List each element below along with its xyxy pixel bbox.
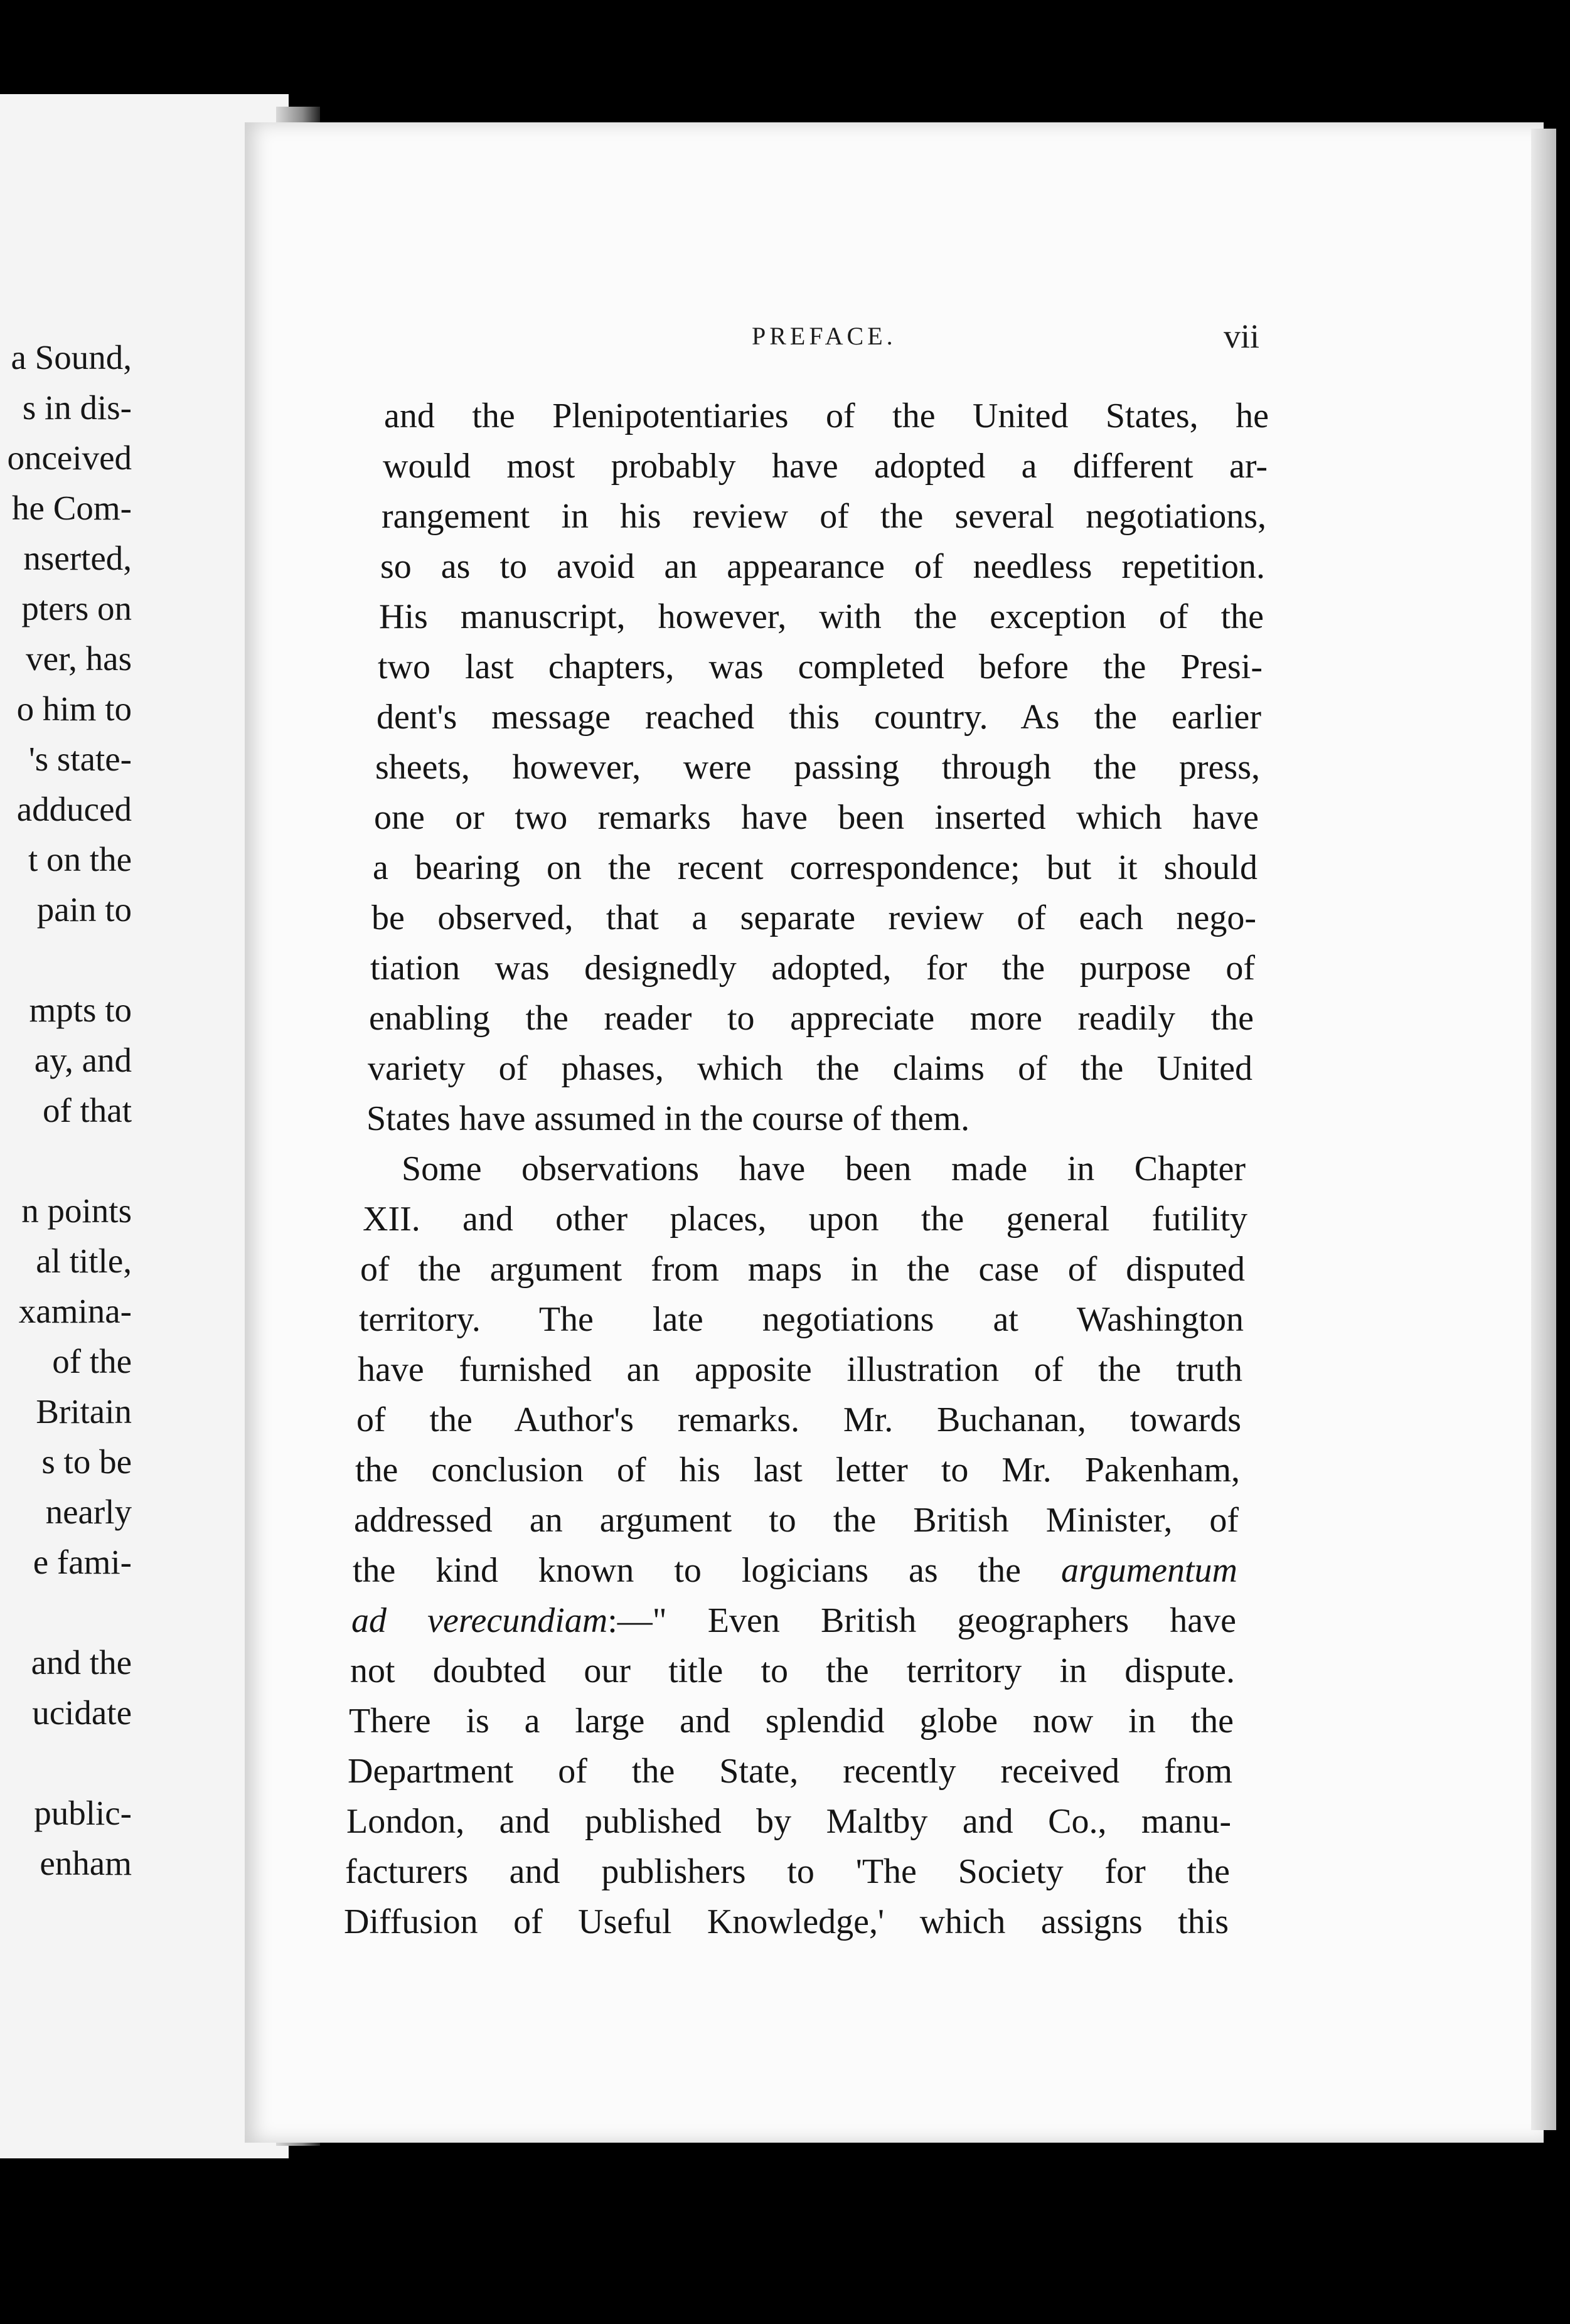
text-line: tiation was designedly adopted, for the purpose of (370, 949, 1255, 988)
text-line: States have assumed in the course of them. (366, 1099, 970, 1138)
latin-term: argumentum (1060, 1551, 1237, 1590)
text-line: There is a large and splendid globe now in the (349, 1702, 1234, 1740)
text-line: XII. and other places, upon the general futility (363, 1200, 1247, 1239)
text-line: enabling the reader to appreciate more readily the (369, 999, 1254, 1038)
left-page-fragment: mpts to (29, 991, 132, 1029)
text-line: territory. The late negotiations at Washington (359, 1300, 1244, 1339)
left-page-fragment: of the (52, 1342, 132, 1380)
left-page-fragment: ay, and (34, 1041, 132, 1079)
left-page-fragment: ucidate (32, 1693, 132, 1732)
left-page-fragment: enham (40, 1844, 132, 1882)
page-edge (1531, 129, 1556, 2130)
text-line: so as to avoid an appearance of needless repetition. (380, 547, 1265, 586)
text-line: variety of phases, which the claims of the United (368, 1049, 1252, 1088)
text-line: the conclusion of his last letter to Mr. Pakenham, (355, 1451, 1240, 1490)
left-page-fragment: nearly (45, 1493, 132, 1531)
text-line: not doubted our title to the territory in dispute. (350, 1651, 1235, 1690)
text-run: :—" Even British geographers have (607, 1601, 1236, 1640)
text-line: two last chapters, was completed before the Presi- (378, 648, 1263, 686)
text-line: would most probably have adopted a different ar- (383, 447, 1268, 486)
left-page-fragment: t on the (28, 840, 132, 878)
left-page-fragment: he Com- (12, 489, 132, 527)
left-page-fragment: pain to (36, 890, 132, 929)
left-page-fragment: pters on (21, 589, 132, 627)
text-line: addressed an argument to the British Minister, of (354, 1501, 1239, 1540)
text-line: dent's message reached this country. As the earlier (376, 698, 1261, 737)
text-line: and the Plenipotentiaries of the United States, he (384, 397, 1269, 435)
text-line: have furnished an apposite illustration of the truth (358, 1350, 1242, 1389)
page-number: vii (1224, 317, 1260, 355)
text-line: rangement in his review of the several negotiations, (382, 497, 1266, 536)
text-line: be observed, that a separate review of each nego- (371, 898, 1256, 937)
text-run: the kind known to logicians as the (353, 1551, 1022, 1590)
text-line: facturers and publishers to 'The Society for the (345, 1852, 1230, 1891)
left-page-fragment: e fami- (33, 1543, 132, 1581)
left-page-fragment: o him to (16, 690, 132, 728)
text-line: Diffusion of Useful Knowledge,' which assigns this (344, 1902, 1229, 1941)
left-page-fragment: s to be (41, 1442, 132, 1481)
left-page-fragment: ver, has (26, 639, 132, 678)
left-page-fragment: n points (21, 1191, 132, 1230)
running-head: PREFACE. (752, 322, 897, 350)
left-page-fragment: xamina- (18, 1292, 132, 1330)
left-page-fragment: onceived (7, 439, 132, 477)
left-page-fragment: public- (34, 1794, 132, 1832)
left-page-fragment: Britain (36, 1392, 132, 1431)
left-page-fragment: al title, (36, 1242, 132, 1280)
text-line: one or two remarks have been inserted which have (374, 798, 1259, 837)
text-line: Some observations have been made in Chapter (402, 1149, 1246, 1188)
left-page-fragment: 's state- (28, 740, 132, 778)
text-line: Department of the State, recently received from (348, 1752, 1232, 1791)
left-page-fragment: s in dis- (22, 388, 132, 427)
text-line: a bearing on the recent correspondence; but it should (373, 848, 1258, 887)
left-page-fragment: nserted, (23, 539, 132, 577)
text-line: sheets, however, were passing through the press, (375, 748, 1260, 787)
text-line: His manuscript, however, with the exception of the (379, 597, 1264, 636)
text-line: of the argument from maps in the case of disputed (360, 1250, 1245, 1289)
left-page-fragment: adduced (16, 790, 132, 828)
text-line (351, 1596, 1236, 1646)
text-line (353, 1545, 1237, 1596)
left-page-fragment: a Sound, (11, 338, 132, 376)
text-line: London, and published by Maltby and Co., manu- (346, 1802, 1231, 1841)
text-line: of the Author's remarks. Mr. Buchanan, towards (356, 1400, 1241, 1439)
left-page-fragment: of that (42, 1091, 132, 1129)
left-page-fragment: and the (31, 1643, 132, 1682)
latin-term: ad verecundiam (351, 1601, 608, 1640)
